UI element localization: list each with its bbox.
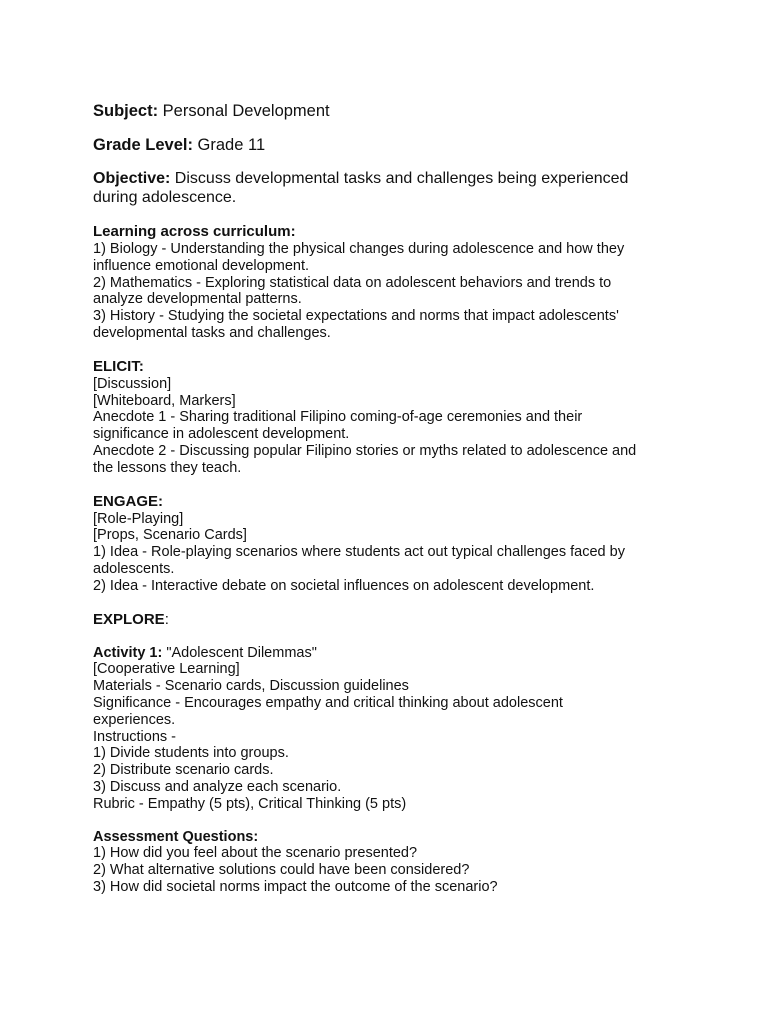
explore-line: Materials - Scenario cards, Discussion guidelines (93, 678, 409, 695)
engage-title: ENGAGE: (93, 492, 164, 510)
elicit-line: the lessons they teach. (93, 459, 242, 476)
objective-value-line-2: during adolescence. (93, 189, 237, 206)
engage-line: [Props, Scenario Cards] (93, 527, 247, 544)
assessment-lines (93, 845, 693, 895)
curriculum-title: Learning across curriculum: (93, 223, 296, 240)
elicit-line: significance in adolescent development. (93, 426, 350, 443)
curriculum-lines (93, 241, 693, 342)
elicit-line: Anecdote 2 - Discussing popular Filipino stories or myths related to adolescence and (93, 442, 637, 459)
curriculum-line: developmental tasks and challenges. (93, 324, 331, 341)
grade-level-value: Grade 11 (192, 136, 266, 154)
explore-line: Significance - Encourages empathy and critical thinking about adolescent (93, 694, 563, 711)
explore-title-colon: : (164, 610, 169, 628)
explore-line: Rubric - Empathy (5 pts), Critical Thinking (5 pts) (93, 795, 407, 812)
assessment-title: Assessment Questions: (93, 828, 259, 845)
grade-level-line (93, 135, 693, 155)
activity-value: "Adolescent Dilemmas" (162, 644, 317, 661)
elicit-line: [Whiteboard, Markers] (93, 392, 236, 409)
explore-line: experiences. (93, 711, 176, 728)
explore-line: 1) Divide students into groups. (93, 745, 289, 762)
elicit-line: Anecdote 1 - Sharing traditional Filipino coming-of-age ceremonies and their (93, 409, 583, 426)
explore-title-text: EXPLORE (93, 610, 165, 628)
explore-line: Instructions - (93, 728, 176, 745)
subject-line (93, 101, 693, 121)
curriculum-line: 1) Biology - Understanding the physical changes during adolescence and how they (93, 241, 625, 257)
curriculum-line: analyze developmental patterns. (93, 291, 302, 308)
engage-line: 2) Idea - Interactive debate on societal influences on adolescent development. (93, 577, 595, 594)
grade-level-label: Grade Level: (93, 136, 193, 154)
engage-line: [Role-Playing] (93, 510, 184, 527)
assessment-question: 1) How did you feel about the scenario presented? (93, 845, 418, 862)
elicit-title: ELICIT: (93, 357, 144, 375)
subject-label: Subject: (93, 102, 159, 120)
engage-line: adolescents. (93, 560, 175, 577)
lesson-plan-document (93, 101, 693, 896)
elicit-line: [Discussion] (93, 375, 172, 392)
explore-line: [Cooperative Learning] (93, 661, 240, 678)
curriculum-line: 2) Mathematics - Exploring statistical data on adolescent behaviors and trends to (93, 274, 612, 291)
assessment-question: 2) What alternative solutions could have been considered? (93, 862, 470, 879)
explore-title (93, 611, 693, 629)
elicit-lines (93, 376, 693, 477)
engage-line: 1) Idea - Role-playing scenarios where students act out typical challenges faced by (93, 544, 625, 561)
objective-block (93, 169, 693, 207)
explore-lines (93, 661, 693, 812)
engage-lines (93, 511, 693, 595)
activity-label: Activity 1: (93, 644, 163, 661)
activity-line (93, 645, 693, 662)
curriculum-line: influence emotional development. (93, 257, 310, 274)
explore-line: 3) Discuss and analyze each scenario. (93, 778, 342, 795)
explore-line: 2) Distribute scenario cards. (93, 762, 274, 779)
curriculum-line: 3) History - Studying the societal expectations and norms that impact adolescents' (93, 308, 619, 325)
assessment-question: 3) How did societal norms impact the outcome of the scenario? (93, 878, 498, 895)
subject-value: Personal Development (158, 102, 330, 120)
objective-label: Objective: (93, 170, 171, 187)
objective-value-line-1: Discuss developmental tasks and challenges being experienced (170, 170, 629, 187)
